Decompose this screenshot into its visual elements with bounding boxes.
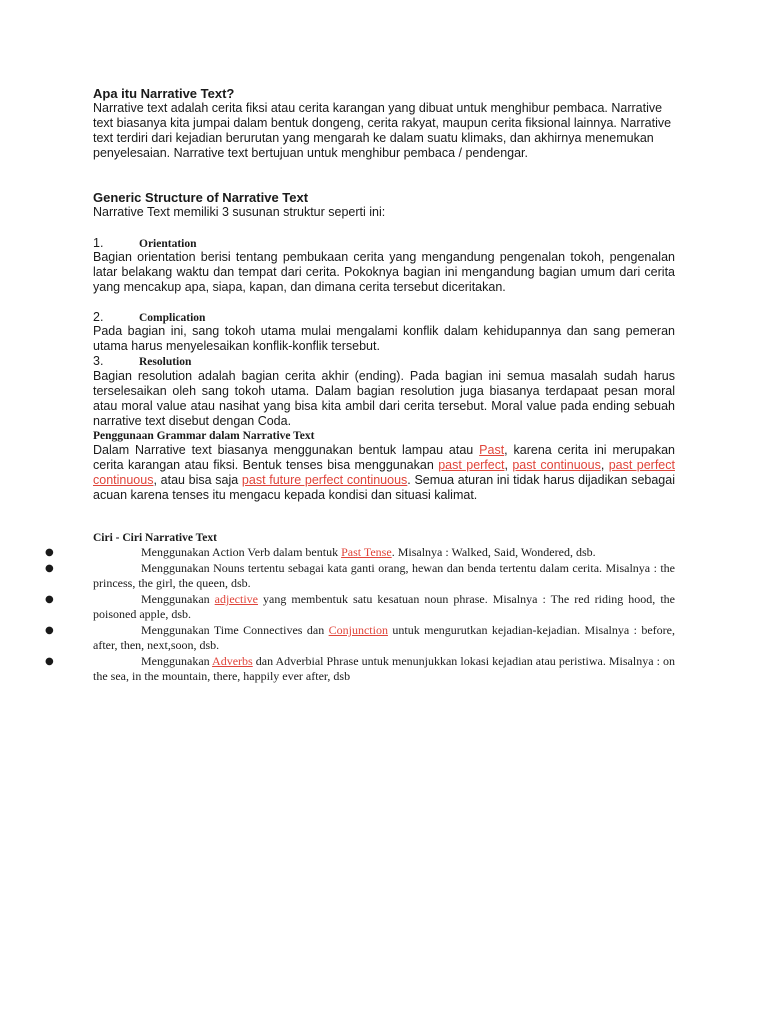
list-number: 2.	[93, 310, 104, 324]
bullet-icon: ●	[45, 547, 54, 558]
intro-paragraph: Narrative text adalah cerita fiksi atau cerita karangan yang dibuat untuk menghibur pembaca. Narrative text biasanya kita jumpai dalam bentuk dongeng, cerita rakyat, maupun cerita fiksional lainnya. Narrative text terdiri dari kejadian berurutan yang mengarah ke dalam suatu klimaks, dan akhirnya menemukan penyelesaian. Narrative text bertujuan untuk menghibur pembaca / pendengar.	[93, 101, 672, 160]
structure-item-title: Orientation	[139, 238, 197, 250]
structure-item-complication-body: Pada bagian ini, sang tokoh utama mulai mengalami konflik dalam kehidupannya dan sang pemeran utama harus menyelesaikan konflik-konflik tersebut.	[93, 324, 675, 353]
grammar-text: Dalam Narrative text biasanya menggunakan bentuk lampau atau	[93, 443, 480, 457]
ciri-text: Menggunakan Action Verb dalam bentuk	[141, 545, 342, 559]
link-past-future-perfect-continuous[interactable]: past future perfect continuous	[241, 473, 408, 487]
bullet-icon: ●	[45, 656, 54, 667]
grammar-paragraph	[93, 443, 675, 503]
structure-item-title: Resolution	[139, 356, 192, 368]
link-adverbs[interactable]: Adverbs	[212, 654, 253, 668]
structure-item-orientation-body: Bagian orientation berisi tentang pembukaan cerita yang mengandung pengenalan tokoh, pengenalan latar belakang waktu dan tempat dari cerita. Pokoknya bagian ini mengandung bagian umum dari cerita yang mencakup apa, siapa, kapan, dan dimana cerita tersebut diceritakan.	[93, 250, 675, 294]
ciri-text: yang membentuk satu kesatuan noun phrase. Misalnya : The red riding hood, the poisoned apple, dsb.	[93, 592, 675, 621]
structure-item-resolution-body: Bagian resolution adalah bagian cerita akhir (ending). Pada bagian ini semua masalah sudah harus terselesaikan oleh sang tokoh utama. Dalam bagian resolution juga biasanya terdapaat pesan moral atau moral value atau nasihat yang bisa kita ambil dari cerita tersebut. Moral value pada ending sebuah narrative text disebut dengan Coda.	[93, 369, 675, 428]
ciri-text: Menggunakan Time Connectives dan	[141, 623, 329, 637]
link-past[interactable]: Past	[479, 443, 505, 457]
ciri-list	[45, 545, 676, 685]
ciri-item-nouns	[45, 561, 675, 591]
link-past-tense[interactable]: Past Tense	[341, 545, 392, 559]
ciri-text: Menggunakan	[141, 654, 213, 668]
ciri-item-action-verb	[45, 545, 675, 560]
list-number: 1.	[93, 236, 104, 250]
grammar-text: , atau bisa saja	[153, 473, 242, 487]
section-title-ciri: Ciri - Ciri Narrative Text	[93, 532, 217, 544]
bullet-icon: ●	[45, 625, 54, 636]
ciri-item-time-connectives	[45, 623, 676, 653]
ciri-text: untuk mengurutkan kejadian-kejadian. Misalnya : before, after, then, next,soon, dsb.	[93, 623, 676, 652]
bullet-icon: ●	[45, 563, 54, 574]
section-title-intro: Apa itu Narrative Text?	[93, 86, 235, 101]
structure-item-title: Complication	[139, 312, 206, 324]
link-past-continuous[interactable]: past continuous	[512, 458, 601, 472]
ciri-item-adverbs	[45, 654, 675, 684]
link-conjunction[interactable]: Conjunction	[328, 623, 388, 637]
section-title-grammar: Penggunaan Grammar dalam Narrative Text	[93, 430, 315, 442]
section-title-structure: Generic Structure of Narrative Text	[93, 190, 309, 205]
grammar-text: , karena cerita ini merupakan cerita karangan atau fiksi. Bentuk tenses bisa menggunakan	[93, 443, 675, 472]
structure-intro: Narrative Text memiliki 3 susunan struktur seperti ini:	[93, 205, 386, 219]
list-number: 3.	[93, 354, 104, 368]
ciri-text: Menggunakan Nouns tertentu sebagai kata ganti orang, hewan dan benda tertentu dalam cerita. Misalnya : the princess, the girl, the queen, dsb.	[93, 561, 675, 590]
bullet-icon: ●	[45, 594, 54, 605]
grammar-text: ,	[504, 458, 513, 472]
ciri-text: Menggunakan	[141, 592, 215, 606]
ciri-text: . Misalnya : Walked, Said, Wondered, dsb.	[391, 545, 596, 559]
ciri-text: dan Adverbial Phrase untuk menunjukkan lokasi kejadian atau peristiwa. Misalnya : on the sea, in the mountain, there, happily ever after, dsb	[93, 654, 675, 683]
link-adjective[interactable]: adjective	[214, 592, 258, 606]
grammar-text: . Semua aturan ini tidak harus dijadikan sebagai acuan karena tenses itu mengacu kepada kondisi dan situasi kalimat.	[93, 473, 675, 502]
link-past-perfect[interactable]: past perfect	[438, 458, 505, 472]
grammar-text: ,	[600, 458, 609, 472]
ciri-item-adjective	[45, 592, 675, 622]
link-past-perfect-continuous[interactable]: past perfect continuous	[93, 458, 675, 487]
